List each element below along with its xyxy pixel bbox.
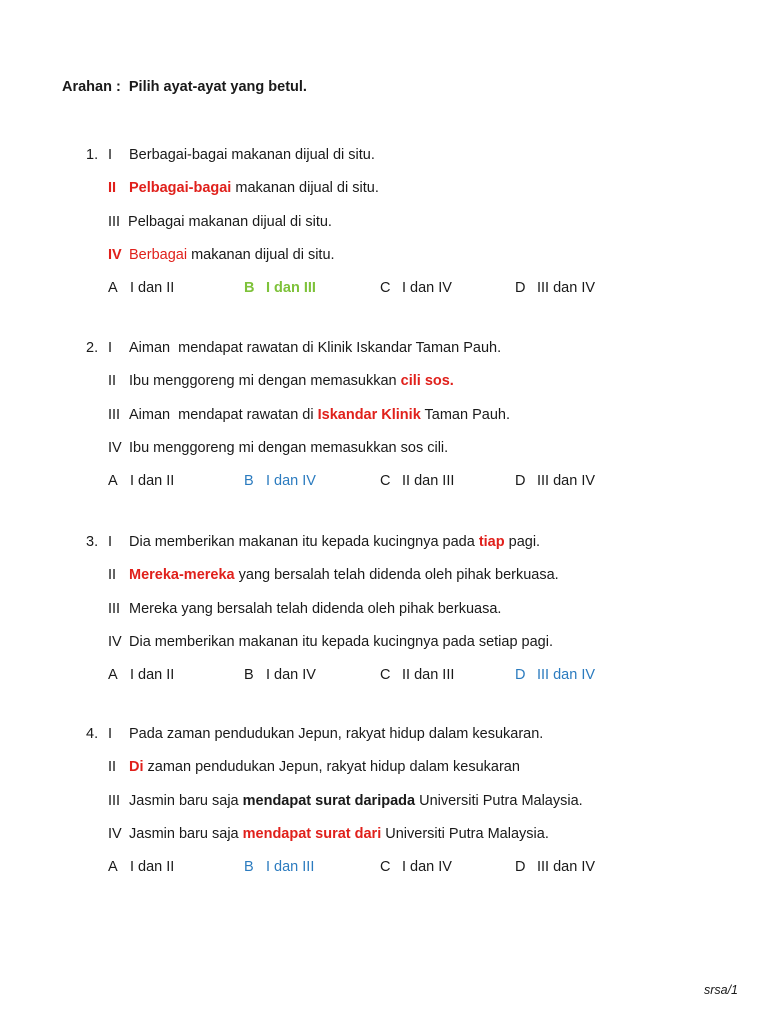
statement-numeral: I [108, 147, 113, 163]
option-letter: C [380, 473, 391, 490]
option-text: I dan III [266, 859, 315, 876]
option-text: I dan II [130, 280, 175, 297]
answer-option-d[interactable] [515, 858, 596, 876]
option-text: III dan IV [537, 667, 596, 684]
statement-text: Jasmin baru saja mendapat surat daripada Universiti Putra Malaysia. [129, 792, 583, 809]
question-number: 4. [86, 726, 99, 742]
option-letter: D [515, 667, 526, 684]
page-footer-code: srsa/1 [703, 983, 738, 997]
option-letter: D [515, 473, 526, 490]
answer-option-a[interactable] [108, 666, 175, 684]
answer-option-a[interactable] [108, 472, 175, 490]
option-letter: B [244, 473, 254, 490]
option-text: I dan IV [266, 473, 316, 490]
statement-numeral: II [108, 759, 117, 776]
option-letter: B [244, 280, 255, 297]
statement-text: Aiman mendapat rawatan di Klinik Iskandar Taman Pauh. [129, 340, 502, 356]
statement-text: Aiman mendapat rawatan di Iskandar Klinik Taman Pauh. [129, 406, 510, 423]
option-text: I dan II [130, 667, 175, 684]
option-letter: B [244, 859, 254, 876]
statement-text: Dia memberikan makanan itu kepada kucingnya pada setiap pagi. [129, 633, 553, 650]
option-text: II dan III [402, 473, 455, 490]
answer-option-a[interactable] [108, 279, 175, 297]
option-letter: C [380, 280, 391, 297]
statement-text: Jasmin baru saja mendapat surat dari Universiti Putra Malaysia. [129, 825, 549, 842]
option-letter: D [515, 859, 526, 876]
answer-option-b[interactable] [244, 666, 316, 684]
statement-text: Berbagai makanan dijual di situ. [129, 246, 335, 263]
answer-option-c[interactable] [380, 472, 455, 490]
statement-numeral: IV [108, 439, 122, 456]
option-letter: B [244, 667, 254, 684]
statement-numeral: I [108, 340, 113, 356]
answer-option-d[interactable] [515, 279, 596, 297]
instruction-heading: Arahan : Pilih ayat-ayat yang betul. [62, 79, 307, 95]
statement-text: Pelbagai makanan dijual di situ. [124, 213, 332, 230]
option-text: I dan IV [402, 859, 452, 876]
answer-option-c[interactable] [380, 858, 452, 876]
answer-option-c[interactable] [380, 666, 455, 684]
option-letter: C [380, 667, 391, 684]
answer-option-b[interactable] [244, 472, 316, 490]
option-text: I dan IV [266, 667, 316, 684]
statement-text: Ibu menggoreng mi dengan memasukkan cili sos. [129, 373, 454, 390]
option-letter: A [108, 859, 118, 876]
question-number: 1. [86, 147, 99, 163]
statement-numeral: III [108, 792, 121, 809]
statement-text: Dia memberikan makanan itu kepada kucingnya pada tiap pagi. [129, 534, 541, 550]
option-letter: A [108, 280, 118, 297]
option-text: III dan IV [537, 280, 596, 297]
question-number: 2. [86, 340, 99, 356]
option-text: I dan IV [402, 280, 452, 297]
statement-text: Pelbagai-bagai makanan dijual di situ. [129, 180, 379, 197]
statement-text: Mereka-mereka yang bersalah telah didenda oleh pihak berkuasa. [129, 567, 559, 584]
statement-numeral: IV [108, 825, 122, 842]
statement-text: Pada zaman pendudukan Jepun, rakyat hidup dalam kesukaran. [129, 726, 544, 742]
option-letter: C [380, 859, 391, 876]
statement-numeral: III [108, 213, 121, 230]
statement-numeral: IV [108, 246, 122, 263]
option-text: III dan IV [537, 859, 596, 876]
option-letter: A [108, 667, 118, 684]
answer-option-d[interactable] [515, 666, 596, 684]
option-text: II dan III [402, 667, 455, 684]
option-text: I dan III [266, 280, 316, 297]
option-text: III dan IV [537, 473, 596, 490]
statement-text: Mereka yang bersalah telah didenda oleh pihak berkuasa. [129, 600, 502, 617]
statement-text: Ibu menggoreng mi dengan memasukkan sos cili. [129, 439, 449, 456]
option-text: I dan II [130, 859, 175, 876]
statement-numeral: III [108, 600, 121, 617]
option-letter: D [515, 280, 526, 297]
statement-numeral: II [108, 373, 117, 390]
answer-option-b[interactable] [244, 858, 315, 876]
statement-numeral: IV [108, 633, 122, 650]
answer-option-c[interactable] [380, 279, 452, 297]
option-text: I dan II [130, 473, 175, 490]
answer-option-a[interactable] [108, 858, 175, 876]
answer-option-b[interactable] [244, 279, 316, 297]
statement-numeral: II [108, 567, 117, 584]
answer-option-d[interactable] [515, 472, 596, 490]
statement-text: Berbagai-bagai makanan dijual di situ. [129, 147, 375, 163]
statement-numeral: I [108, 534, 113, 550]
question-number: 3. [86, 534, 99, 550]
statement-numeral: II [108, 180, 117, 197]
option-letter: A [108, 473, 118, 490]
statement-text: Di zaman pendudukan Jepun, rakyat hidup dalam kesukaran [129, 759, 520, 776]
statement-numeral: I [108, 726, 113, 742]
statement-numeral: III [108, 406, 121, 423]
